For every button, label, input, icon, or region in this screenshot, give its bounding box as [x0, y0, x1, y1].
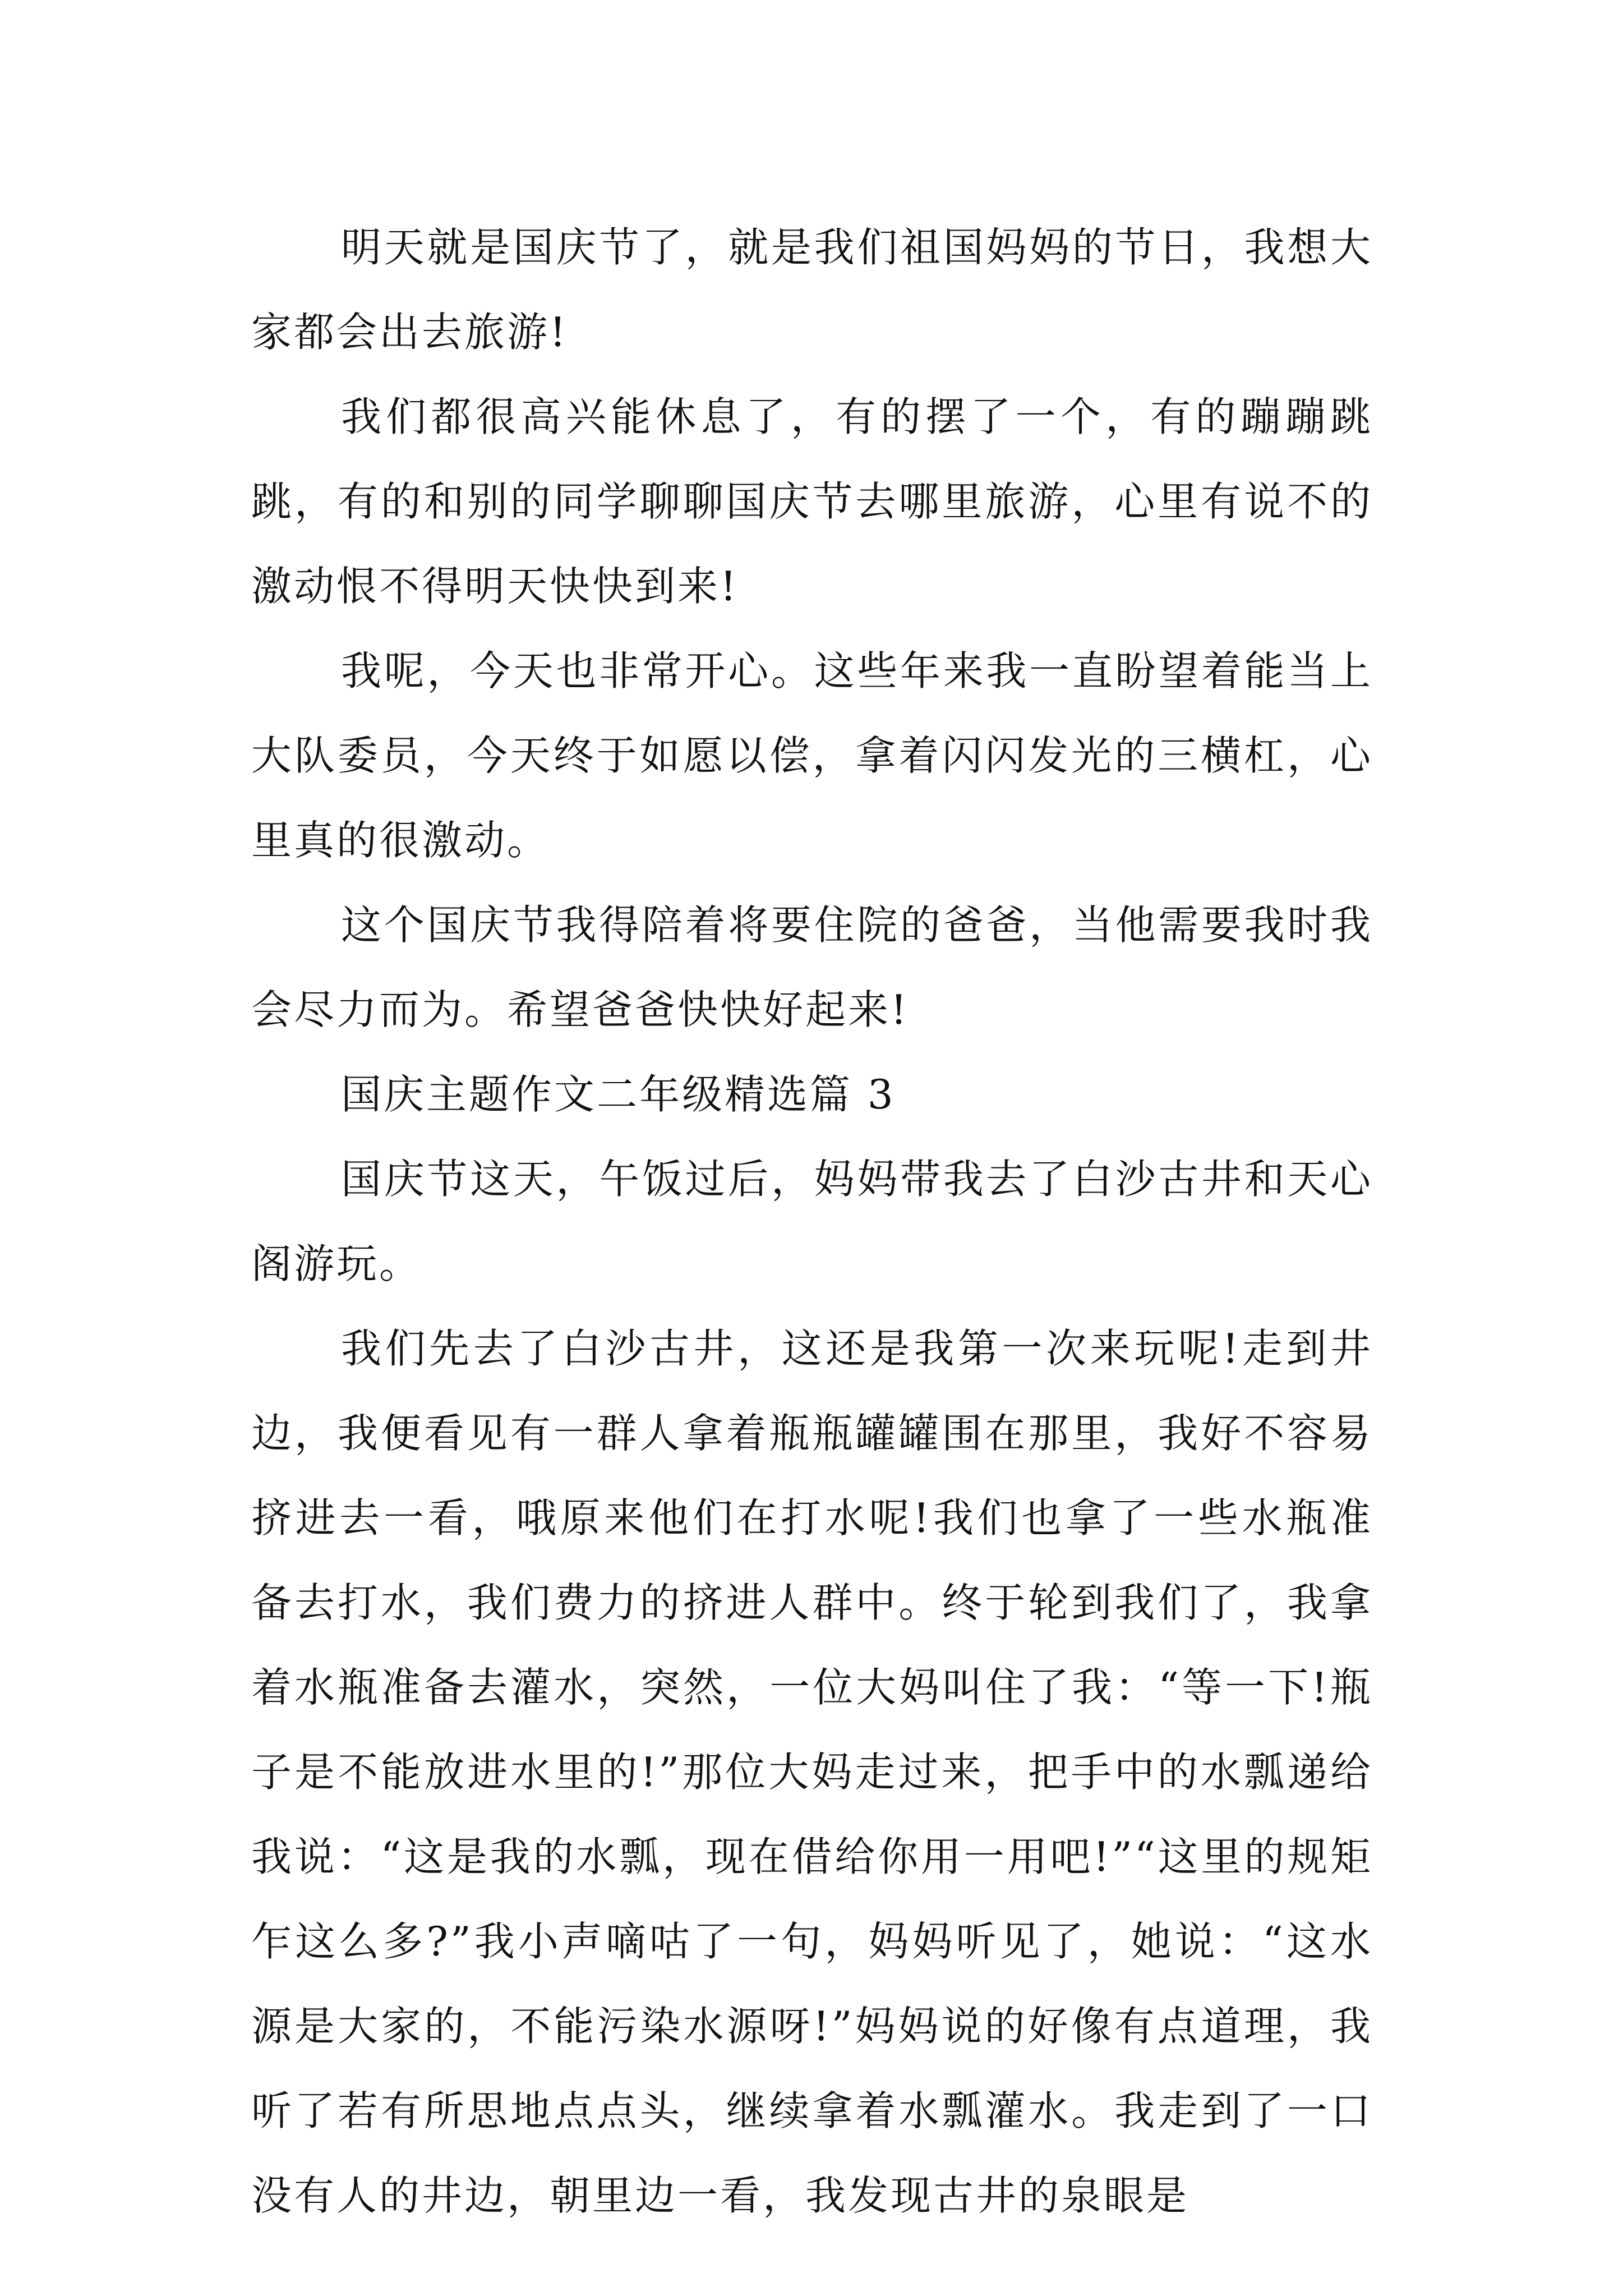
body-text	[251, 205, 1373, 2238]
paragraph-2: 我们都很高兴能休息了，有的摆了一个，有的蹦蹦跳跳，有的和别的同学聊聊国庆节去哪里旅游，心里有说不的激动恨不得明天快快到来!	[251, 393, 1373, 610]
paragraph-4: 这个国庆节我得陪着将要住院的爸爸，当他需要我时我会尽力而为。希望爸爸快快好起来!	[251, 901, 1373, 1033]
section-heading: 国庆主题作文二年级精选篇 3	[341, 1071, 896, 1118]
paragraph-1: 明天就是国庆节了，就是我们祖国妈妈的节日，我想大家都会出去旅游!	[251, 224, 1373, 356]
paragraph-3: 我呢，今天也非常开心。这些年来我一直盼望着能当上大队委员，今天终于如愿以偿，拿着闪闪发光的三横杠，心里真的很激动。	[251, 647, 1373, 864]
paragraph-6: 我们先去了白沙古井，这还是我第一次来玩呢!走到井边，我便看见有一群人拿着瓶瓶罐罐围在那里，我好不容易挤进去一看，哦原来他们在打水呢!我们也拿了一些水瓶准备去打水，我们费力的挤进人群中。终于轮到我们了，我拿着水瓶准备去灌水，突然，一位大妈叫住了我：“等一下!瓶子是不能放进水里的!”那位大妈走过来，把手中的水瓢递给我说：“这是我的水瓢，现在借给你用一用吧!”“这里的规矩乍这么多?”我小声嘀咕了一句，妈妈听见了，她说：“这水源是大家的，不能污染水源呀!”妈妈说的好像有点道理，我听了若有所思地点点头，继续拿着水瓢灌水。我走到了一口没有人的井边，朝里边一看，我发现古井的泉眼是	[251, 1325, 1373, 2219]
paragraph-5: 国庆节这天，午饭过后，妈妈带我去了白沙古井和天心阁游玩。	[251, 1156, 1373, 1287]
